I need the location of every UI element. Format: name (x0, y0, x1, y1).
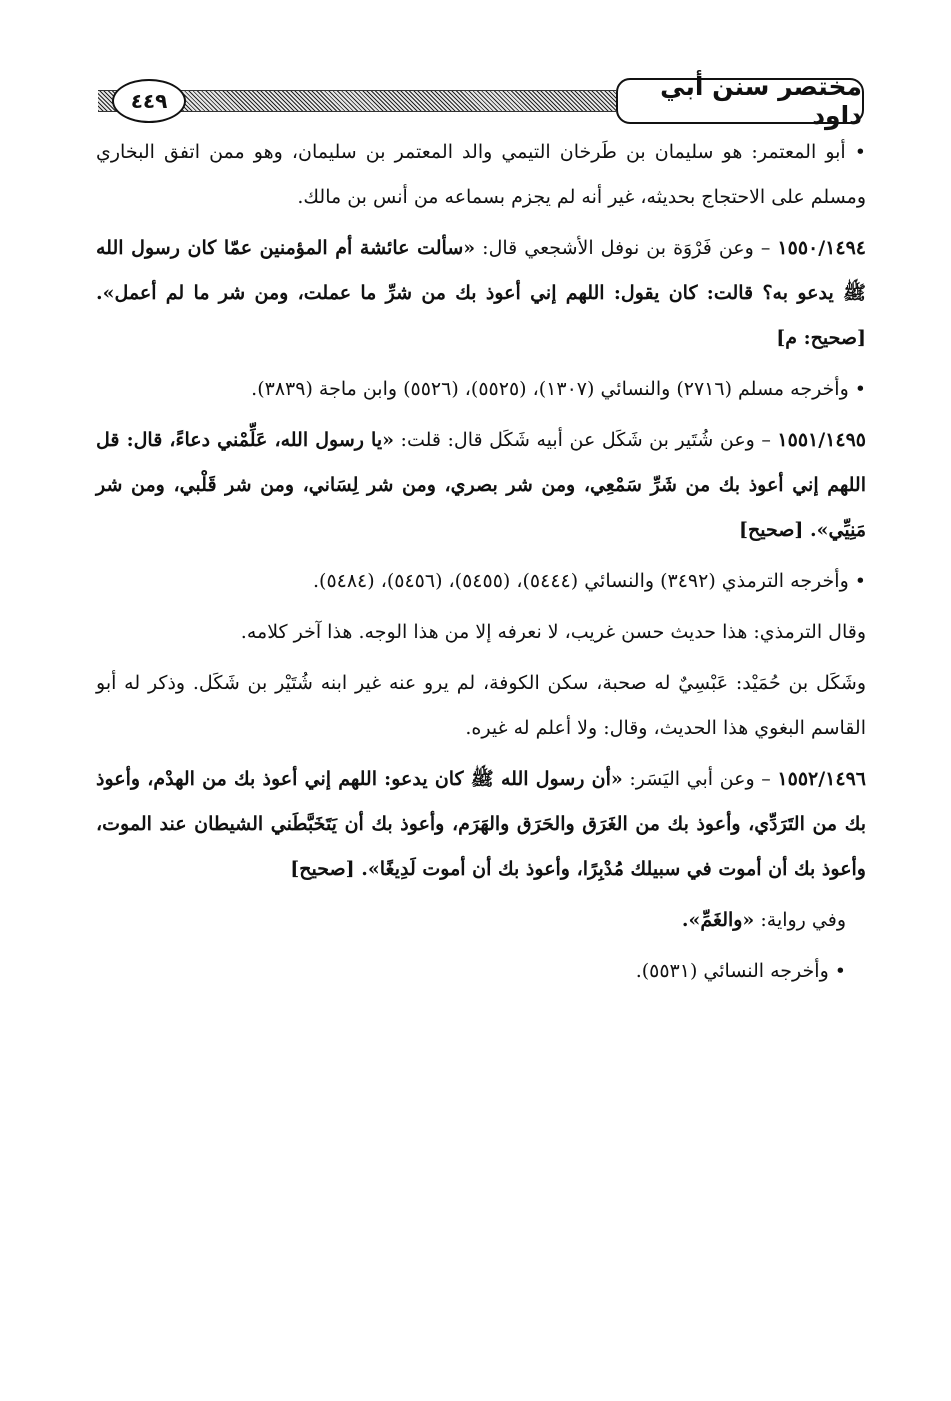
hadith-intro: – وعن شُتَير بن شَكَل عن أبيه شَكَل قال: قلت: (394, 429, 778, 451)
page-header (98, 72, 864, 130)
hadith-text: «يا رسول الله، عَلِّمْني دعاءً، قال: قل اللهم إني أعوذ بك من شَرِّ سَمْعِي، ومن شر بصري، ومن شر لِسَاني، ومن شر قَلْبي، ومن شر مَنِيِّي». [صحيح] (96, 429, 866, 541)
variant-narration (96, 898, 866, 943)
hadith-1550 (96, 226, 866, 361)
hadith-number: ١٥٥٠/١٤٩٤ (777, 237, 866, 259)
variant-label: وفي رواية: (754, 909, 846, 931)
page-number: ٤٤٩ (112, 79, 186, 123)
hadith-number: ١٥٥٢/١٤٩٦ (777, 768, 867, 790)
note-paragraph: • أبو المعتمر: هو سليمان بن طَرخان التيمي والد المعتمر بن سليمان، وهو ممن اتفق البخاري ومسلم على الاحتجاج بحديثه، غير أنه لم يجزم بسماعه من أنس بن مالك. (96, 130, 866, 220)
note-paragraph: • وأخرجه مسلم (٢٧١٦) والنسائي (١٣٠٧)، (٥٥٢٥)، (٥٥٢٦) وابن ماجة (٣٨٣٩). (96, 367, 866, 412)
hadith-text: «سألت عائشة أم المؤمنين عمّا كان رسول الله ﷺ يدعو به؟ قالت: كان يقول: اللهم إني أعوذ بك من شرِّ ما عملت، ومن شر ما لم أعمل». [صحيح: م] (96, 237, 866, 349)
note-paragraph: • وأخرجه الترمذي (٣٤٩٢) والنسائي (٥٤٤٤)، (٥٤٥٥)، (٥٤٥٦)، (٥٤٨٤). (96, 559, 866, 604)
hadith-text: «أن رسول الله ﷺ كان يدعو: اللهم إني أعوذ بك من الهدْم، وأعوذ بك من التَرَدِّي، وأعوذ بك من الغَرَق والحَرَق والهَرَم، وأعوذ بك أن يَتَخَبَّطَني الشيطان عند الموت، وأعوذ بك أن أموت في سبيلك مُدْبِرًا، وأعوذ بك أن أموت لَدِيغًا». [صحيح] (96, 768, 866, 880)
hadith-intro: – وعن أبي اليَسَر: (622, 768, 778, 790)
hadith-1552 (96, 757, 866, 892)
variant-text: «والغَمِّ». (681, 909, 755, 931)
commentary-paragraph: وقال الترمذي: هذا حديث حسن غريب، لا نعرفه إلا من هذا الوجه. هذا آخر كلامه. (240, 621, 866, 643)
commentary-paragraph: وشَكَل بن حُمَيْد: عَبْسِيٌ له صحبة، سكن الكوفة، لم يرو عنه غير ابنه شُتَيْر بن شَكَل. وذكر له أبو القاسم البغوي هذا الحديث، وقال: ولا أعلم له غيره. (96, 672, 866, 739)
hadith-1551 (96, 418, 866, 553)
hadith-intro: – وعن فَرْوَة بن نوفل الأشجعي قال: (475, 237, 778, 259)
page-body (96, 130, 866, 1000)
note-paragraph: • وأخرجه النسائي (٥٥٣١). (96, 949, 866, 994)
book-title: مختصر سنن أبي داود (616, 78, 864, 124)
hadith-number: ١٥٥١/١٤٩٥ (777, 429, 867, 451)
